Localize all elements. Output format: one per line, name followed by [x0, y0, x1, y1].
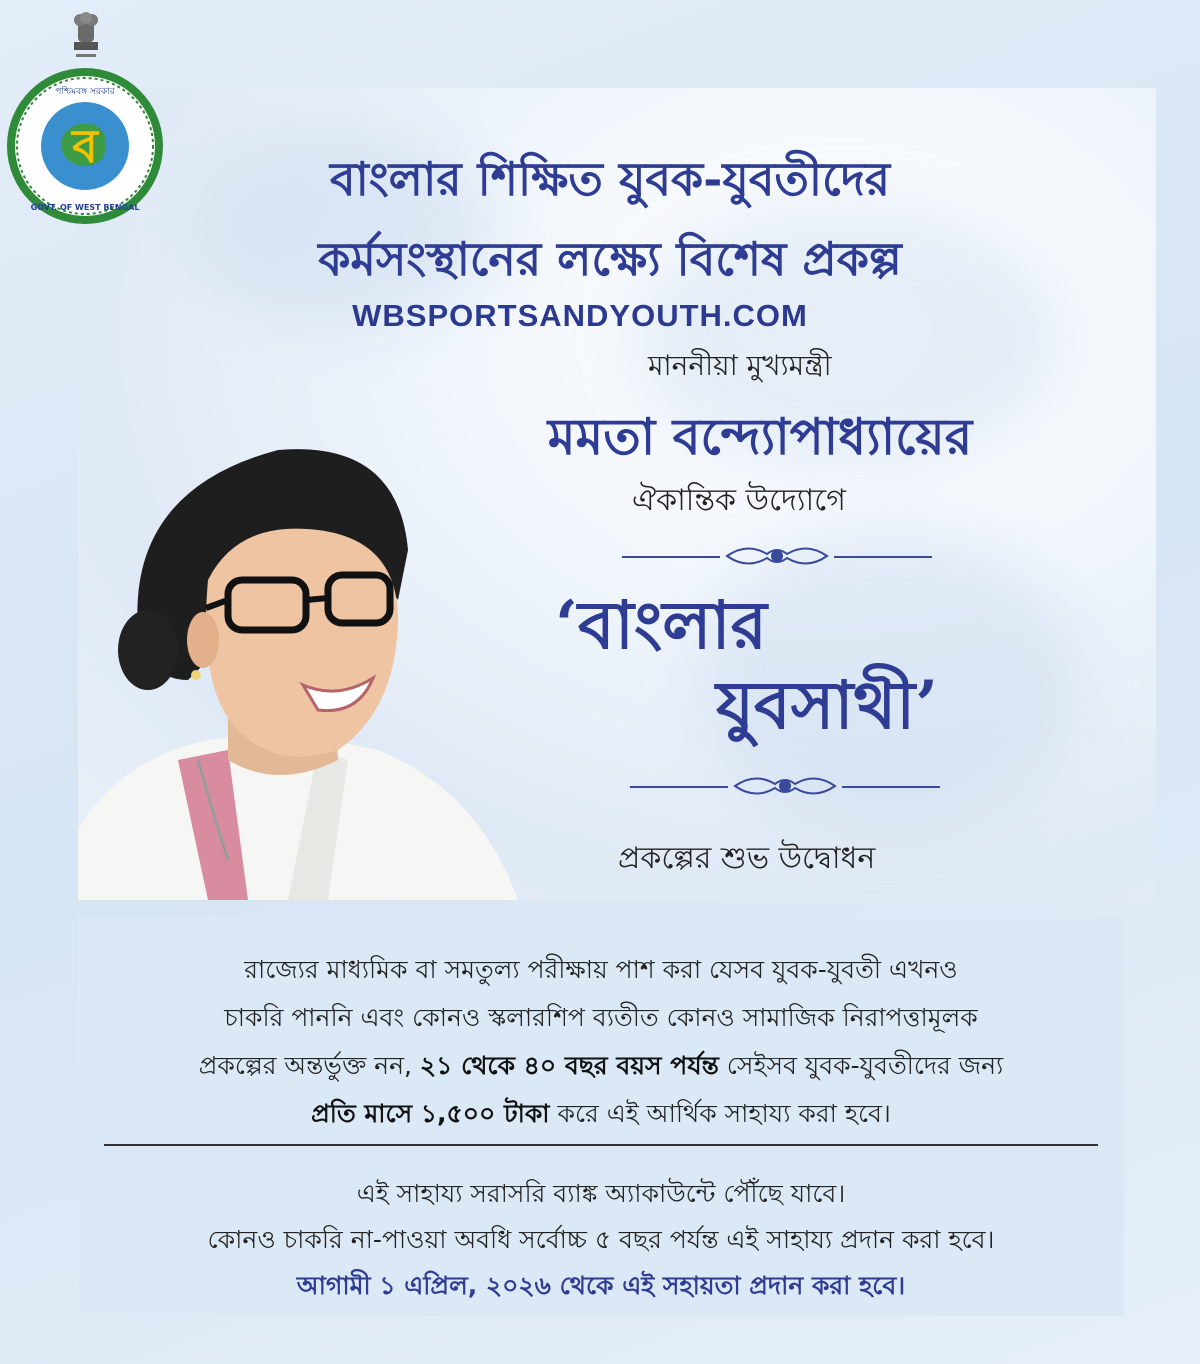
ornament-divider-icon	[722, 540, 832, 572]
seal-letter: ব	[72, 119, 98, 173]
bengal-govt-seal-icon	[5, 66, 165, 226]
title-line-2: কর্মসংস্থানের লক্ষ্যে বিশেষ প্রকল্প	[318, 232, 902, 286]
detail-line	[78, 1094, 1124, 1137]
detail-text: সেইসব যুবক-যুবতীদের জন্য	[718, 1051, 1004, 1080]
divider-line	[834, 556, 932, 558]
scheme-name-line-1: ‘বাংলার	[555, 586, 767, 664]
detail-text: প্রকল্পের অন্তর্ভুক্ত নন,	[198, 1051, 420, 1080]
detail-line: রাজ্যের মাধ্যমিক বা সমতুল্য পরীক্ষায় পাশ করা যেসব যুবক-যুবতী এখনও	[244, 955, 958, 984]
divider-line	[630, 786, 728, 788]
details-panel	[78, 918, 1124, 1316]
initiative-text: ঐকান্তিক উদ্যোগে	[632, 483, 846, 518]
divider-line	[842, 786, 940, 788]
detail-line	[78, 1046, 1124, 1089]
detail-line: কোনও চাকরি না-পাওয়া অবধি সর্বোচ্চ ৫ বছর পর্যন্ত এই সাহায্য প্রদান করা হবে।	[207, 1225, 995, 1254]
cm-designation: মাননীয়া মুখ্যমন্ত্রী	[648, 349, 832, 382]
state-emblem-icon	[66, 10, 106, 66]
launch-text: প্রকল্পের শুভ উদ্বোধন	[618, 841, 876, 876]
seal-text-top: পশ্চিমবঙ্গ সরকার	[55, 87, 115, 97]
divider-line	[622, 556, 720, 558]
ornament-divider-icon	[730, 770, 840, 802]
scheme-name-line-2: যুবসাথী’	[716, 666, 939, 744]
section-divider	[104, 1144, 1098, 1146]
start-date-line: আগামী ১ এপ্রিল, ২০২৬ থেকে এই সহায়তা প্রদান করা হবে।	[296, 1271, 906, 1300]
title-line-1: বাংলার শিক্ষিত যুবক-যুবতীদের	[329, 152, 891, 206]
detail-text: করে এই আর্থিক সাহায্য করা হবে।	[549, 1099, 891, 1128]
detail-line: এই সাহায্য সরাসরি ব্যাঙ্ক অ্যাকাউন্টে পৌঁছে যাবে।	[356, 1179, 846, 1208]
detail-line: চাকরি পাননি এবং কোনও স্কলারশিপ ব্যতীত কোনও সামাজিক নিরাপত্তামূলক	[224, 1003, 978, 1032]
seal-text-bottom: GOVT. OF WEST BENGAL	[30, 203, 140, 212]
cm-name: মমতা বন্দ্যোপাধ্যায়ের	[547, 407, 973, 466]
chief-minister-portrait	[78, 430, 598, 900]
amount-text: প্রতি মাসে ১,৫০০ টাকা	[311, 1099, 550, 1128]
website-url: WBSPORTSANDYOUTH.COM	[352, 298, 808, 333]
age-range-text: ২১ থেকে ৪০ বছর বয়স পর্যন্ত	[419, 1051, 719, 1080]
